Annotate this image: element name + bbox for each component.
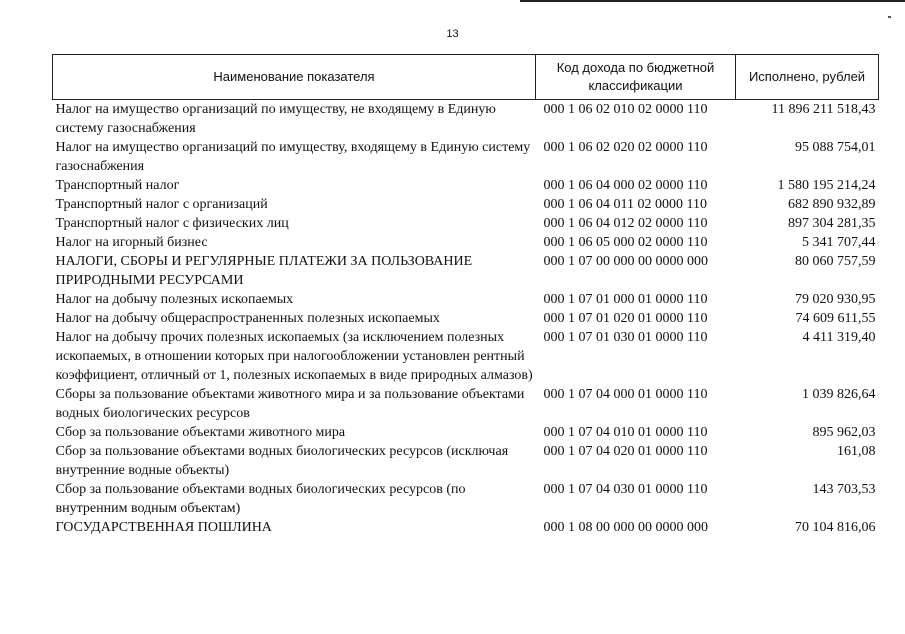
table-row	[53, 100, 879, 139]
row-name-cell: Транспортный налог с физических лиц	[55, 216, 289, 231]
row-name-cell: Налог на игорный бизнес	[55, 235, 208, 250]
row-code-cell: 000 1 08 00 000 00 0000 000	[543, 520, 708, 535]
row-amount-cell: 897 304 281,35	[788, 216, 876, 231]
table-row	[53, 480, 879, 518]
row-amount-cell: 80 060 757,59	[795, 254, 876, 269]
row-amount-cell: 95 088 754,01	[795, 140, 876, 155]
revenue-table	[52, 54, 879, 537]
table-row	[53, 385, 879, 423]
table-row	[53, 309, 879, 328]
row-amount-cell: 143 703,53	[812, 482, 876, 497]
table-row	[53, 233, 879, 252]
header-executed-amount: Исполнено, рублей	[736, 55, 879, 100]
row-amount-cell: 4 411 319,40	[802, 330, 876, 345]
row-code-cell: 000 1 06 04 012 02 0000 110	[543, 216, 708, 231]
row-code-cell: 000 1 06 04 011 02 0000 110	[543, 197, 707, 212]
header-indicator-name: Наименование показателя	[53, 55, 536, 100]
row-name-cell: Сбор за пользование объектами водных биологических ресурсов (по внутренним водным объектам)	[55, 482, 466, 516]
row-code-cell: 000 1 06 05 000 02 0000 110	[543, 235, 708, 250]
row-amount-cell: 70 104 816,06	[795, 520, 876, 535]
row-amount-cell: 161,08	[837, 444, 876, 459]
table-header	[53, 55, 879, 100]
row-name-cell: Налог на имущество организаций по имуществу, не входящему в Единую систему газоснабжения	[55, 102, 496, 136]
top-border-line	[520, 0, 905, 2]
row-amount-cell: 11 896 211 518,43	[771, 102, 876, 117]
row-amount-cell: 682 890 932,89	[788, 197, 876, 212]
row-name-cell: Сбор за пользование объектами животного мира	[55, 425, 346, 440]
table-row	[53, 195, 879, 214]
page-number: 13	[446, 28, 459, 40]
row-amount-cell: 1 039 826,64	[802, 387, 876, 402]
table-row	[53, 328, 879, 385]
row-amount-cell: 895 962,03	[812, 425, 876, 440]
row-amount-cell: 1 580 195 214,24	[777, 178, 876, 193]
row-name-cell: Налог на добычу полезных ископаемых	[55, 292, 294, 307]
row-code-cell: 000 1 07 04 020 01 0000 110	[543, 444, 708, 459]
table-body	[53, 100, 879, 538]
table-row	[53, 138, 879, 176]
row-name-cell: ГОСУДАРСТВЕННАЯ ПОШЛИНА	[55, 520, 272, 535]
table-row	[53, 252, 879, 290]
row-name-cell: Налог на добычу прочих полезных ископаемых (за исключением полезных ископаемых, в отношении которых при налогообложении установлен рентный коэффициент, отличный от 1, полезных ископаемых в виде природных алмазов)	[55, 330, 533, 383]
table-row	[53, 290, 879, 309]
header-income-code: Код дохода по бюджетной классификации	[536, 55, 736, 100]
row-code-cell: 000 1 07 04 010 01 0000 110	[543, 425, 708, 440]
row-name-cell: Сборы за пользование объектами животного мира и за пользование объектами водных биологических ресурсов	[55, 387, 525, 421]
row-amount-cell: 5 341 707,44	[802, 235, 876, 250]
row-name-cell: Транспортный налог	[55, 178, 180, 193]
row-code-cell: 000 1 06 04 000 02 0000 110	[543, 178, 708, 193]
row-code-cell: 000 1 07 01 030 01 0000 110	[543, 330, 708, 345]
row-amount-cell: 79 020 930,95	[795, 292, 876, 307]
table-row	[53, 442, 879, 480]
table-row	[53, 423, 879, 442]
row-code-cell: 000 1 07 04 000 01 0000 110	[543, 387, 708, 402]
row-name-cell: Транспортный налог с организаций	[55, 197, 268, 212]
row-code-cell: 000 1 07 04 030 01 0000 110	[543, 482, 708, 497]
table-row	[53, 518, 879, 537]
row-amount-cell: 74 609 611,55	[795, 311, 876, 326]
row-code-cell: 000 1 06 02 020 02 0000 110	[543, 140, 708, 155]
table-row	[53, 214, 879, 233]
row-code-cell: 000 1 07 01 000 01 0000 110	[543, 292, 708, 307]
header-row	[53, 55, 879, 100]
scan-speck	[888, 16, 891, 18]
row-code-cell: 000 1 06 02 010 02 0000 110	[543, 102, 708, 117]
row-name-cell: Налог на добычу общераспространенных полезных ископаемых	[55, 311, 440, 326]
row-name-cell: НАЛОГИ, СБОРЫ И РЕГУЛЯРНЫЕ ПЛАТЕЖИ ЗА ПОЛЬЗОВАНИЕ ПРИРОДНЫМИ РЕСУРСАМИ	[55, 254, 473, 288]
row-code-cell: 000 1 07 00 000 00 0000 000	[543, 254, 708, 269]
row-name-cell: Сбор за пользование объектами водных биологических ресурсов (исключая внутренние водные объекты)	[55, 444, 509, 478]
row-name-cell: Налог на имущество организаций по имуществу, входящему в Единую систему газоснабжения	[55, 140, 531, 174]
row-code-cell: 000 1 07 01 020 01 0000 110	[543, 311, 708, 326]
table-row	[53, 176, 879, 195]
